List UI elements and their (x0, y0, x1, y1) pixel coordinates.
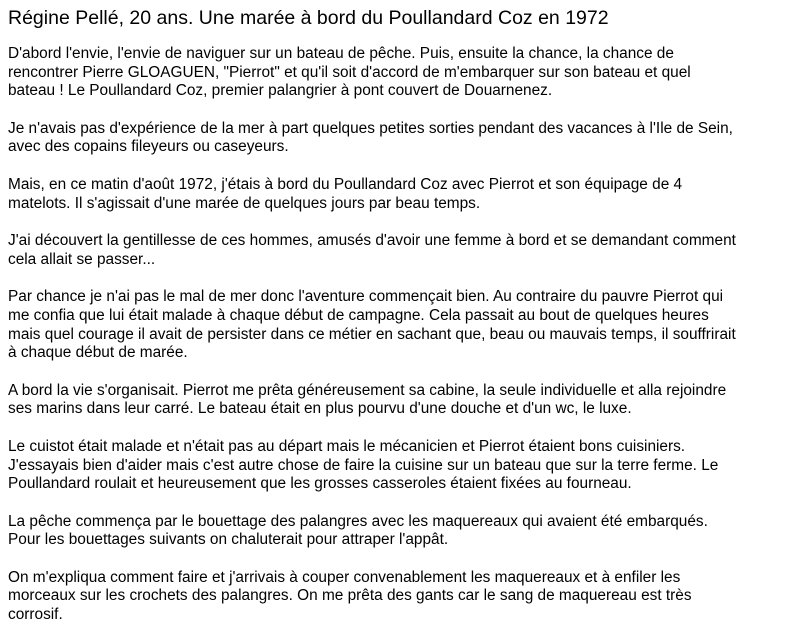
paragraph (8, 232, 778, 269)
text-line: Pour les bouettages suivants on chaluterait pour attraper l'appât. (8, 531, 449, 549)
text-line: matelots. Il s'agissait d'une marée de quelques jours par beau temps. (8, 194, 481, 212)
text-line: mais quel courage il avait de persister dans ce métier en sachant que, beau ou mauvais temps, il souffrirait (8, 325, 736, 343)
text-line: Poullandard roulait et heureusement que les grosses casseroles étaient fixées au fourneau. (8, 475, 632, 493)
paragraph (8, 569, 778, 625)
paragraph (8, 288, 778, 362)
paragraph (8, 438, 778, 494)
text-line: Le cuistot était malade et n'était pas au départ mais le mécanicien et Pierrot étaient bons cuisiniers. (8, 437, 686, 455)
text-line: à chaque début de marée. (8, 344, 188, 362)
paragraph (8, 45, 778, 101)
text-line: ses marins dans leur carré. Le bateau était en plus pourvu d'une douche et d'un wc, le luxe. (8, 400, 632, 418)
paragraph (8, 120, 778, 157)
text-line: A bord la vie s'organisait. Pierrot me prêta généreusement sa cabine, la seule individuelle et alla rejoindre (8, 381, 727, 399)
text-line: corrosif. (8, 606, 63, 624)
text-line: On m'expliqua comment faire et j'arrivais à couper convenablement les maquereaux et à enfiler les (8, 568, 681, 586)
text-line: J'essayais bien d'aider mais c'est autre chose de faire la cuisine sur un bateau que sur la terre ferme. Le (8, 456, 719, 474)
document-body (8, 45, 778, 625)
text-line: La pêche commença par le bouettage des palangres avec les maquereaux qui avaient été embarqués. (8, 512, 708, 530)
text-line: me confia que lui était malade à chaque début de campagne. Cela passait au bout de quelques heures (8, 306, 709, 324)
text-line: morceaux sur les crochets des palangres. On me prêta des gants car le sang de maquereau est très (8, 587, 692, 605)
text-line: avec des copains fileyeurs ou caseyeurs. (8, 138, 289, 156)
paragraph (8, 513, 778, 550)
paragraph (8, 176, 778, 213)
text-line: bateau ! Le Poullandard Coz, premier palangrier à pont couvert de Douarnenez. (8, 82, 553, 100)
text-line: cela allait se passer... (8, 250, 156, 268)
text-line: Mais, en ce matin d'août 1972, j'étais à bord du Poullandard Coz avec Pierrot et son équipage de 4 (8, 175, 683, 193)
document-title: Régine Pellé, 20 ans. Une marée à bord du Poullandard Coz en 1972 (8, 7, 609, 29)
text-line: J'ai découvert la gentillesse de ces hommes, amusés d'avoir une femme à bord et se demandant comment (8, 232, 736, 250)
text-line: Je n'avais pas d'expérience de la mer à part quelques petites sorties pendant des vacances à l'Ile de Sein, (8, 119, 733, 137)
text-line: D'abord l'envie, l'envie de naviguer sur un bateau de pêche. Puis, ensuite la chance, la chance de (8, 45, 674, 62)
text-line: rencontrer Pierre GLOAGUEN, "Pierrot" et qu'il soit d'accord de m'embarquer sur son bateau et quel (8, 63, 691, 81)
document (8, 6, 778, 644)
paragraph (8, 382, 778, 419)
text-line: Par chance je n'ai pas le mal de mer donc l'aventure commençait bien. Au contraire du pauvre Pierrot qui (8, 288, 724, 306)
